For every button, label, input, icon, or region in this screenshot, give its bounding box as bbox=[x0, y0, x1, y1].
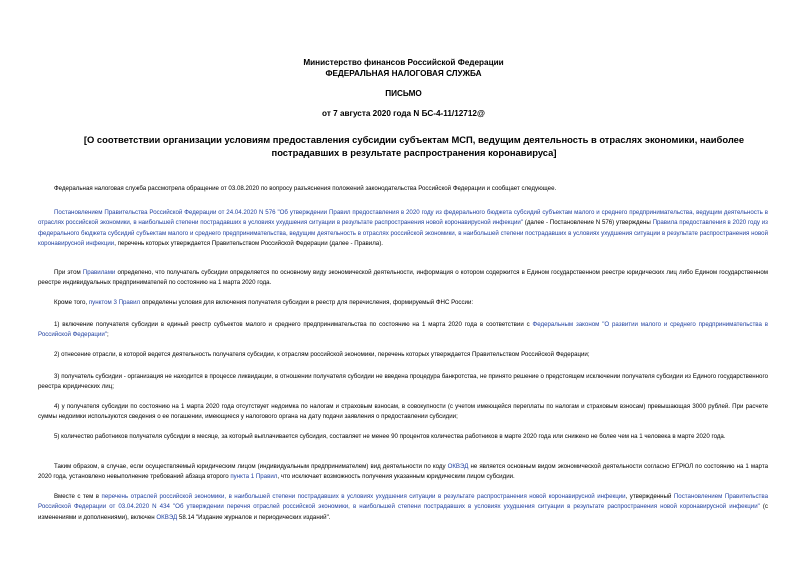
paragraph-text: 2) отнесение отрасли, в которой ведется деятельность получателя субсидии, к отраслям российской экономики, перечень которых утверждается Правительством Российской Федерации; bbox=[54, 351, 590, 358]
service-name: ФЕДЕРАЛЬНАЯ НАЛОГОВАЯ СЛУЖБА bbox=[325, 69, 482, 78]
condition-item-5 bbox=[38, 432, 768, 442]
federal-law-link[interactable]: Федеральным законом "О развитии малого и среднего предпринимательства в Российской Федерации" bbox=[38, 321, 768, 339]
paragraph-text: (далее - Постановление N 576) утверждены bbox=[523, 219, 653, 227]
paragraph-text: 3) получатель субсидии - организация не находится в процессе ликвидации, в отношении получателя субсидии не введена процедура банкротства, не принято решение о предстоящем исключении получателя субсидии из Единого государственного реестра юридических лиц; bbox=[38, 373, 768, 391]
condition-item-2 bbox=[38, 350, 768, 360]
resolution-576-link[interactable]: Постановлением Правительства Российской Федерации от 24.04.2020 N 576 "Об утверждении Правил предоставления в 2020 году из федерального бюджета субсидий субъектам малого и среднего предпринимательства, ведущим деятельность в отраслях российской экономики, в наибольшей степени пострадавших в условиях ухудшения ситуации в результате распространения новой коронавирусной инфекции" bbox=[38, 209, 768, 227]
paragraph-industry-list bbox=[38, 492, 768, 523]
paragraph-text: не является основным видом экономической деятельности согласно ЕГРЮЛ по состоянию на 1 марта 2020 года, установлено невыполнение требований абзаца второго bbox=[38, 463, 768, 481]
paragraph-text: ; bbox=[106, 331, 109, 339]
okved-link[interactable]: ОКВЭД bbox=[156, 513, 178, 521]
paragraph-text: определено, что получатель субсидии определяется по основному виду экономической деятельности, информация о котором содержится в Едином государственном реестре юридических лиц либо Едином государственном реестре индивидуальных предпринимателей по состоянию на 1 марта 2020 года. bbox=[38, 269, 768, 287]
paragraph-text: определены условия для включения получателя субсидии в реестр для перечисления, формируемый ФНС России: bbox=[140, 299, 474, 306]
paragraph-conditions bbox=[38, 298, 768, 308]
document-type: ПИСЬМО bbox=[385, 89, 422, 98]
rules-link[interactable]: Правилами bbox=[82, 269, 116, 276]
okved-link[interactable]: ОКВЭД bbox=[447, 463, 469, 470]
paragraph-text: Федеральная налоговая служба рассмотрела обращение от 03.08.2020 по вопросу разъяснения положений законодательства Российской Федерации и сообщает следующее. bbox=[54, 185, 557, 192]
rules-item-3-link[interactable]: пунктом 3 Правил bbox=[88, 299, 141, 306]
paragraph-text: , утвержденный bbox=[625, 493, 674, 500]
document-date-number: от 7 августа 2020 года N БС-4-11/12712@ bbox=[322, 109, 485, 118]
condition-item-3 bbox=[38, 372, 768, 393]
paragraph-resolution-576 bbox=[38, 208, 768, 249]
resolution-434-link[interactable]: Постановлением Правительства Российской Федерации от 03.04.2020 N 434 "Об утверждении перечня отраслей российской экономики, в наибольшей степени пострадавших в условиях ухудшения ситуации в результате распространения новой коронавирусной инфекции" bbox=[38, 493, 768, 511]
paragraph-text: 58.14 "Издание журналов и периодических изданий". bbox=[177, 513, 331, 521]
paragraph-rules bbox=[38, 268, 768, 289]
paragraph-text: , перечень которых утверждается Правительством Российской Федерации (далее - Правила). bbox=[114, 239, 383, 247]
paragraph-text: Таким образом, в случае, если осуществляемый юридическим лицом (индивидуальным предпринимателем) вид деятельности по коду bbox=[54, 463, 448, 470]
document-subject: [О соответствии организации условиям предоставления субсидии субъектам МСП, ведущим деятельность в отраслях экономики, наиболее пострадавших в результате распространения коронавируса] bbox=[83, 134, 745, 158]
condition-item-4 bbox=[38, 402, 768, 423]
paragraph-text: 1) включение получателя субсидии в единый реестр субъектов малого и среднего предпринимательства по состоянию на 1 марта 2020 года в соответствии с bbox=[54, 321, 533, 328]
paragraph-text: , что исключает возможность получения указанным юридическим лицом субсидии. bbox=[277, 473, 515, 481]
industry-list-link[interactable]: перечень отраслей российской экономики, в наибольшей степени пострадавших в условиях ухудшения ситуации в результате распространения новой коронавирусной инфекции bbox=[101, 493, 626, 500]
paragraph-text: (с изменениями и дополнениями), включен bbox=[38, 503, 768, 521]
paragraph-text: При этом bbox=[54, 269, 83, 276]
rules-item-1-link[interactable]: пункта 1 Правил bbox=[230, 473, 278, 481]
paragraph-intro bbox=[38, 184, 768, 194]
condition-item-1 bbox=[38, 320, 768, 341]
paragraph-text: Вместе с тем в bbox=[54, 493, 102, 500]
rules-link[interactable]: Правила предоставления в 2020 году из федерального бюджета субсидий субъектам малого и среднего предпринимательства, ведущим деятельность в отраслях российской экономики, в наибольшей степени пострадавших в условиях ухудшения ситуации в результате распространения новой коронавирусной инфекции bbox=[38, 219, 768, 247]
paragraph-text: Кроме того, bbox=[54, 299, 89, 306]
ministry-name: Министерство финансов Российской Федерации bbox=[303, 58, 504, 67]
paragraph-conclusion bbox=[38, 462, 768, 483]
paragraph-text: 4) у получателя субсидии по состоянию на 1 марта 2020 года отсутствует недоимка по налогам и страховым взносам, в совокупности (с учетом имеющейся переплаты по налогам и страховым взносам) превышающая 3000 рублей. При расчете суммы недоимки используются сведения о ее погашении, имеющиеся у налогового органа на дату подачи заявления о предоставлении субсидии; bbox=[38, 403, 768, 421]
paragraph-text: 5) количество работников получателя субсидии в месяце, за который выплачивается субсидия, составляет не менее 90 процентов количества работников в марте 2020 года или снижено не более чем на 1 человека в марте 2020 года. bbox=[54, 433, 726, 440]
